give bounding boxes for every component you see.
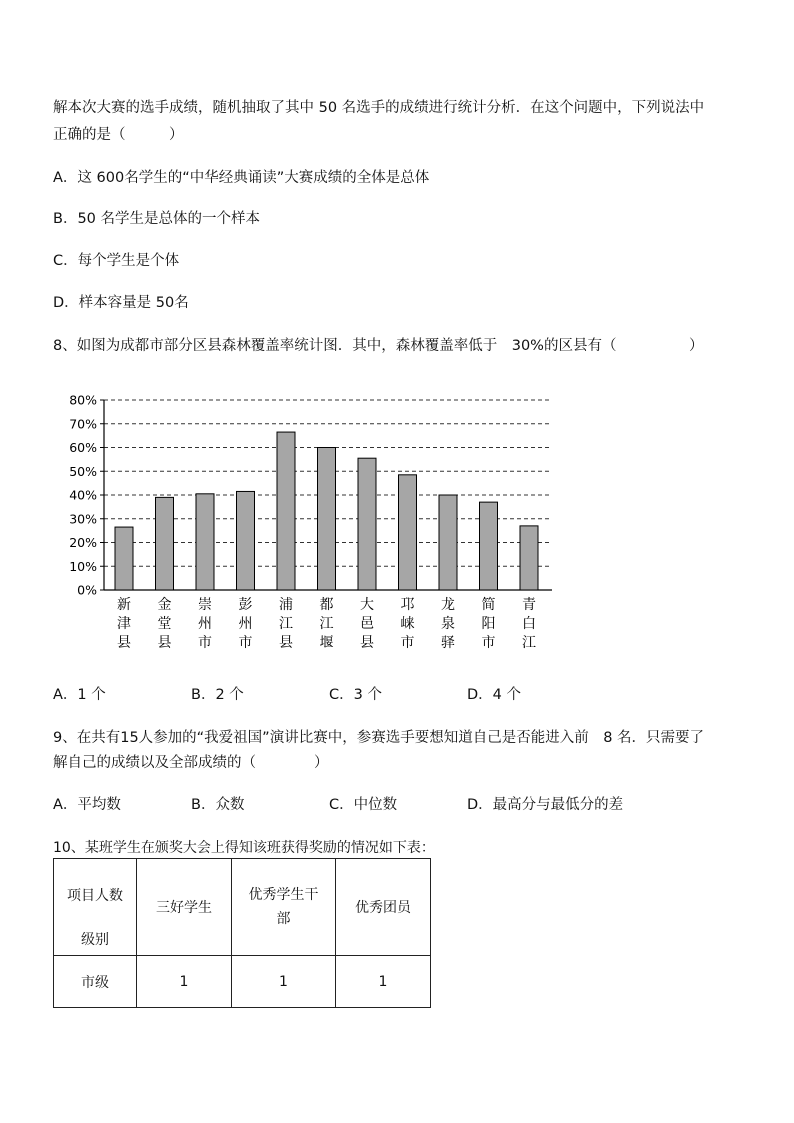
q8-option-b: B．2 个 [191, 687, 244, 703]
col-header-ganbu [232, 859, 336, 956]
q8-option-c: C．3 个 [329, 687, 382, 703]
col-header-tuanyuan-label: 优秀团员 [355, 900, 411, 916]
q10-stem: 10、某班学生在颁奖大会上得知该班获得奖励的情况如下表： [53, 840, 435, 856]
x-tick-label: 都江堰 [319, 597, 334, 651]
q9-stem-line2: 解自己的成绩以及全部成绩的（ ） [53, 755, 329, 771]
x-tick-label: 彭州市 [238, 597, 253, 651]
bar [318, 448, 336, 591]
bar [115, 527, 133, 590]
q8-option-d: D．4 个 [467, 687, 521, 703]
q8-stem: 8、如图为成都市部分区县森林覆盖率统计图．其中，森林覆盖率低于 30%的区县有（ ） [53, 338, 704, 354]
bar [399, 475, 417, 590]
corner-top-label: 项目人数 [67, 888, 123, 904]
corner-bottom-label: 级别 [81, 932, 109, 948]
bar [156, 497, 174, 590]
q9-stem-line1: 9、在共有15人参加的“我爱祖国”演讲比赛中，参赛选手要想知道自己是否能进入前 8 名．只需要了 [53, 730, 705, 746]
y-tick-label: 30% [69, 511, 97, 527]
row-label-city: 市级 [54, 956, 137, 1008]
q9-option-d: D．最高分与最低分的差 [467, 797, 624, 813]
y-tick-label: 10% [69, 558, 97, 574]
bar [439, 495, 457, 590]
col-header-sanhao-label: 三好学生 [156, 900, 212, 916]
award-table [53, 858, 431, 1008]
x-tick-label: 邛崃市 [400, 597, 415, 651]
q9-option-c: C．中位数 [329, 797, 398, 813]
table-row [54, 956, 431, 1008]
x-tick-label: 金堂县 [157, 597, 172, 651]
col-header-sanhao [137, 859, 232, 956]
q7-stem-line1: 解本次大赛的选手成绩，随机抽取了其中 50 名选手的成绩进行统计分析．在这个问题中，下列说法中 [53, 100, 705, 116]
x-tick-label: 新津县 [117, 597, 131, 651]
x-tick-label: 龙泉驿 [441, 597, 455, 651]
x-tick-label: 青白江 [522, 597, 536, 651]
x-tick-label: 浦江县 [279, 597, 293, 651]
col-header-tuanyuan [336, 859, 431, 956]
cell-value: 1 [232, 956, 336, 1008]
q7-option-a: A．这 600名学生的“中华经典诵读”大赛成绩的全体是总体 [53, 170, 430, 186]
y-tick-label: 40% [69, 487, 97, 503]
y-tick-label: 20% [69, 535, 97, 550]
col-header-ganbu-line1: 优秀学生干 [248, 887, 319, 903]
bar [196, 494, 214, 590]
q8-options [53, 685, 753, 705]
bar [277, 432, 295, 590]
y-tick-label: 80% [69, 392, 97, 408]
q8-option-a: A．1 个 [53, 687, 106, 703]
q7-option-d: D．样本容量是 50名 [53, 295, 189, 311]
y-tick-label: 50% [69, 463, 97, 479]
q7-option-c: C．每个学生是个体 [53, 253, 180, 269]
q9-option-a: A．平均数 [53, 797, 121, 813]
bar [237, 491, 255, 590]
bar [520, 526, 538, 590]
x-tick-label: 崇州市 [198, 597, 212, 651]
q7-option-b: B．50 名学生是总体的一个样本 [53, 211, 261, 227]
cell-value: 1 [137, 956, 232, 1008]
y-tick-label: 60% [69, 440, 97, 455]
y-tick-label: 70% [69, 416, 97, 432]
bar [358, 458, 376, 590]
q7-stem-line2: 正确的是（ ） [53, 127, 184, 143]
table-corner-cell [54, 859, 137, 956]
x-tick-label: 简阳市 [481, 597, 496, 651]
y-tick-label: 0% [77, 582, 97, 598]
table-header-row [54, 859, 431, 956]
col-header-ganbu-line2: 部 [276, 911, 291, 927]
cell-value: 1 [336, 956, 431, 1008]
q9-option-b: B．众数 [191, 797, 245, 813]
forest-coverage-bar-chart [60, 390, 560, 652]
q9-options [53, 795, 753, 815]
bar [480, 502, 498, 590]
x-tick-label: 大邑县 [360, 597, 374, 651]
